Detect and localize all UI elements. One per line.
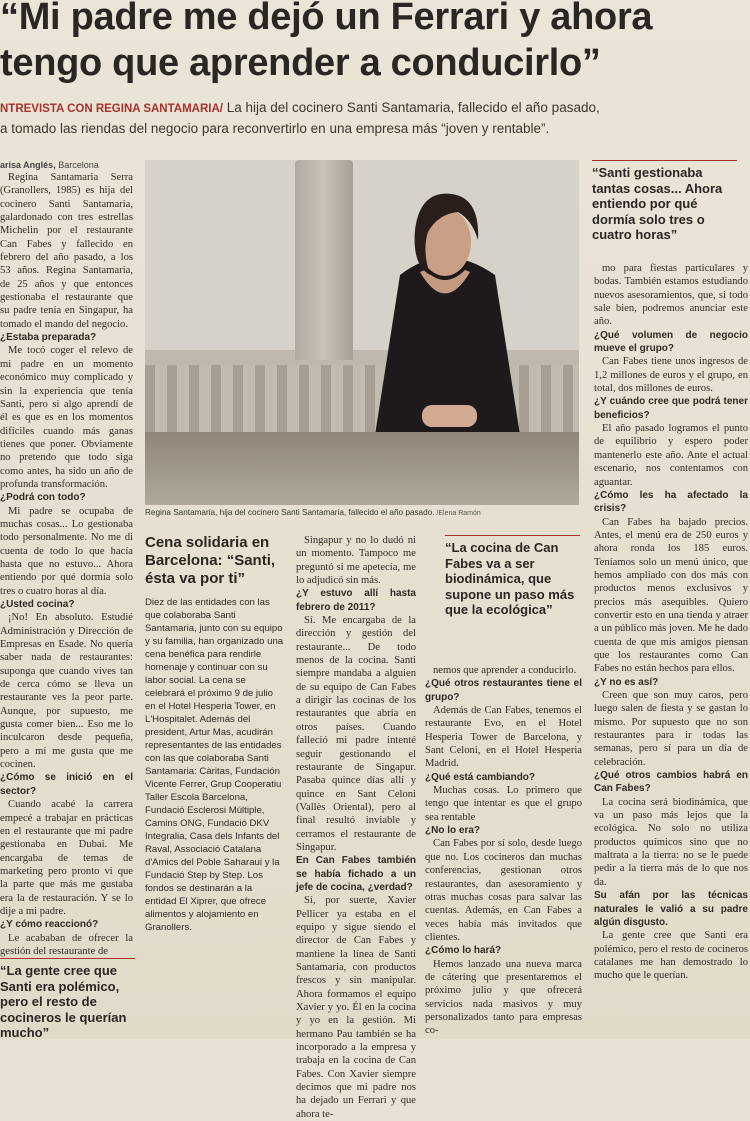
interview-kicker: NTREVISTA CON REGINA SANTAMARIA/ xyxy=(0,103,223,115)
question-heading: ¿Qué otros cambios habrá en Can Fabes? xyxy=(594,770,748,795)
question-heading: ¿Qué está cambiando? xyxy=(425,771,536,783)
headline-line-1: “Mi padre me dejó un Ferrari y ahora xyxy=(0,0,653,38)
sidebar-box xyxy=(145,534,286,934)
photo-credit: /Elena Ramón xyxy=(434,510,481,517)
question-heading: ¿Y estuvo allí hasta febrero de 2011? xyxy=(296,588,416,613)
answer-paragraph: Sí. Me encargaba de la dirección y gestión del restaurante... De todo menos de la cocina. Santi siempre mandaba a alguien de su equipo de Can Fabes a dirigir las cocinas de los restaurantes que abría en otros países. Cuando falleció mi padre intenté seguir gestionando el restaurante de Singapur. Pasaba quince días allí y quince en Sant Celoni (Vallès Oriental), pero al final resultó inviable y cerramos el restaurante de Singapur. xyxy=(296,615,416,853)
article-column-5 xyxy=(594,262,748,983)
question-heading: ¿Estaba preparada? xyxy=(0,332,97,344)
answer-paragraph: Hemos lanzado una nueva marca de cátering que presentaremos el próximo julio y que ofrecerá servicios nada masivos y muy personalizados tanto para empresas co- xyxy=(425,958,582,1037)
question-heading: ¿Qué otros restaurantes tiene el grupo? xyxy=(425,678,582,703)
answer-paragraph: La gente cree que Santi era polémico, pero el resto de cocineros catalanes me han demostrado lo mucho que le querían. xyxy=(594,930,748,982)
pull-quote-2: “La cocina de Can Fabes va a ser biodinámica, que supone un paso más que la ecológica” xyxy=(445,535,580,618)
answer-paragraph: Además de Can Fabes, tenemos el restaurante Evo, en el Hotel Hesperia Tower de Barcelona, y Sant Celoni, en el Hotel Hesperia Madrid. xyxy=(425,705,582,770)
question-heading: ¿Y cuándo cree que podrá tener beneficios? xyxy=(594,396,748,421)
question-heading: ¿Cómo les ha afectado la crisis? xyxy=(594,489,748,515)
answer-paragraph: mo para fiestas particulares y bodas. También estamos estudiando nuevos asesoramientos, que, si todo sale bien, podremos anunciar este año. xyxy=(594,263,748,328)
byline-city: Barcelona xyxy=(55,160,99,170)
answer-paragraph: Singapur y no lo dudó ni un momento. Tampoco me preguntó si me apetecía, me lo adjudicó sin más. xyxy=(296,535,416,587)
answer-paragraph: Mi padre se ocupaba de muchas cosas... Lo gestionaba todo personalmente. No me di cuenta de todo lo que hacía hasta que no estuvo... Ahora entiendo por qué dormía solo tres o cuatro horas al día. xyxy=(0,505,133,597)
sidebar-title: Cena solidaria en Barcelona: “Santi, ésta va por ti” xyxy=(145,534,276,587)
headline-line-2: tengo que aprender a conducirlo” xyxy=(0,42,601,84)
answer-paragraph: Muchas cosas. Lo primero que tengo que intentar es que el grupo sea rentable xyxy=(425,785,582,823)
question-heading: ¿Y cómo reaccionó? xyxy=(0,919,99,931)
column-statue-shape xyxy=(295,160,353,360)
question-heading: ¿Qué volumen de negocio mueve el grupo? xyxy=(594,329,748,355)
woman-figure-illustration xyxy=(360,180,530,450)
question-heading: ¿Usted cocina? xyxy=(0,599,75,610)
question-heading: En Can Fabes también se había fichado a un jefe de cocina, ¿verdad? xyxy=(296,855,416,893)
portrait-photo xyxy=(145,160,579,505)
answer-paragraph: Me tocó coger el relevo de mi padre en un momento económico muy complicado y sin la experiencia que tenía Santi, pero si algo aprendí de él es que es en los momentos difíciles cuando más ganas tienes que poner. Obviamente no pretendo que todo siga como antes, ha sido un año de profunda transformación. xyxy=(0,345,133,490)
article-column-3 xyxy=(296,534,416,1121)
answer-paragraph: Cuando acabé la carrera empecé a trabajar en prácticas en el restaurante que mi padre gestionaba en Dubai. Me encargaba de temas de marketing pero pronto vi que la parte que más me gustaba era la de restauración. Y se lo dije a mi padre. xyxy=(0,799,133,917)
answer-paragraph: La cocina será biodinámica, que va un paso más lejos que la ecológica. No solo no utiliza productos químicos sino que no maltrata a la tierra: no se le puede pedir a la tierra más de lo que nos da. xyxy=(594,796,748,888)
answer-paragraph: Creen que son muy caros, pero luego salen de fiesta y se gastan lo mismo. Por supuesto que no son restaurantes para ir todas las semanas, pero sí para un día de celebración. xyxy=(594,690,748,768)
question-heading: ¿Y no es así? xyxy=(594,676,659,688)
answer-paragraph: Can Fabes por sí solo, desde luego que no. Los cocineros dan muchas conferencias, gestionan otros restaurantes, dan asesoramiento y otras muchas cosas para salvar las cuentas. Además, en Can Fabes a veces había más invitados que clientes. xyxy=(425,838,582,943)
question-heading: ¿Podrá con todo? xyxy=(0,492,86,504)
lead-text-2: a tomado las riendas del negocio para reconvertirlo en una empresa más “joven y rentable”. xyxy=(0,121,550,136)
answer-paragraph: Le acababan de ofrecer la gestión del restaurante de xyxy=(0,932,133,957)
lead-paragraph xyxy=(0,98,750,139)
answer-paragraph: nemos que aprender a conducirlo. xyxy=(433,665,577,676)
pull-quote-3: “La gente cree que Santi era polémico, pero el resto de cocineros le querían mucho” xyxy=(0,958,135,1041)
pull-quote-1: “Santi gestionaba tantas cosas... Ahora entiendo por qué dormía solo tres o cuatro horas” xyxy=(592,160,737,243)
question-heading: ¿No lo era? xyxy=(425,825,481,837)
answer-paragraph: El año pasado logramos el punto de equilibrio y espero poder mantenerlo este año. Ante el actual escenario, nos contentamos con aguantar. xyxy=(594,423,748,488)
article-column-1 xyxy=(0,171,133,958)
answer-paragraph: Sí, por suerte, Xavier Pellicer ya estaba en el equipo y sigue siendo el director de Can Fabes y mantiene la línea de Santi Santamaria, con productos frescos y sin manipular. Ahora formamos el equipo Xavier y yo. Él en la cocina y yo en la gestión. Mi hermano Pau también se ha incorporado a la empresa y trabaja en la cocina de Can Fabes. Con Xavier siempre decimos que mi padre nos ha dejado un Ferrari y que ahora te- xyxy=(296,895,416,1120)
question-heading: ¿Cómo se inició en el sector? xyxy=(0,772,133,797)
article-column-4 xyxy=(425,664,582,1038)
headline xyxy=(0,0,750,86)
lead-text: La hija del cocinero Santi Santamaria, fallecido el año pasado, xyxy=(222,100,600,115)
question-heading: Su afán por las técnicas naturales le valió a su padre algún disgusto. xyxy=(594,890,748,928)
answer-paragraph: Can Fabes ha bajado precios. Antes, el menú era de 250 euros y ahora ronda los 185 euros. Teníamos solo un menú único, que hemos ampliado con dos más con productos menos exclusivos y precios más asequibles. Quiero convertir esto en una tienda y atraer a un público más joven. Me he dado cuenta de que mis amigos piensan que los restaurantes como Can Fabes no están hechos para ellos. xyxy=(594,516,748,675)
question-heading: ¿Cómo lo hará? xyxy=(425,945,502,957)
stone-ledge xyxy=(145,432,579,505)
answer-paragraph: Regina Santamaria Serra (Granollers, 1985) es hija del cocinero Santi Santamaria, galardonado con tres estrellas Michelin por el restaurante Can Fabes y fallecido en febrero del año pasado, a los 53 años. Regina Santamaria, de 25 años y que entonces gestionaba el restaurante que su padre tenía en Singapur, ha tomado el mando del negocio. xyxy=(0,172,133,330)
byline-author: arisa Anglés, xyxy=(0,160,56,170)
photo-caption: Regina Santamaria, hija del cocinero Santi Santamaria, fallecido el año pasado. /Elena Ramón xyxy=(145,508,481,517)
sidebar-body: Diez de las entidades con las que colaboraba Santi Santamaria, junto con su equipo y su familia, han organizado una cena benéfica para rendirle homenaje y continuar con su labor social. La cena se celebrará el próximo 9 de julio en el Hotel Hesperia Tower, en L'Hospitalet. Además del president, Artur Mas, acudirán representantes de las entidades con las que colaboraba Santi Santamaria: Càritas, Fundación Vicente Ferrer, Grup Cooperatiu Taller Escola Barcelona, Fundació Esclerosi Múltiple, Camins ONG, Fundació DKV Integralia, Casa dels Infants del Raval, Associació Catalana d'Amics del Poble Saharaui y la Fundació Step by Step. Los fondos se destinarán a la entidad El Xiprer, que ofrece alimentos y alojamiento en Granollers. xyxy=(145,597,284,933)
byline xyxy=(0,160,99,170)
answer-paragraph: ¡No! En absoluto. Estudié Administración y Dirección de Empresas en Esade. No quería saber nada de restaurantes: suponga que cuando vives tan de cerca cómo se lleva un restaurante ves la peor parte. Aunque, por supuesto, me gusta comer bien... Eso me lo inculcaron desde pequeña, pero a mí me gusta que me cocinen. xyxy=(0,612,133,771)
answer-paragraph: Can Fabes tiene unos ingresos de 1,2 millones de euros y el grupo, en total, dos millones de euros. xyxy=(594,356,748,395)
